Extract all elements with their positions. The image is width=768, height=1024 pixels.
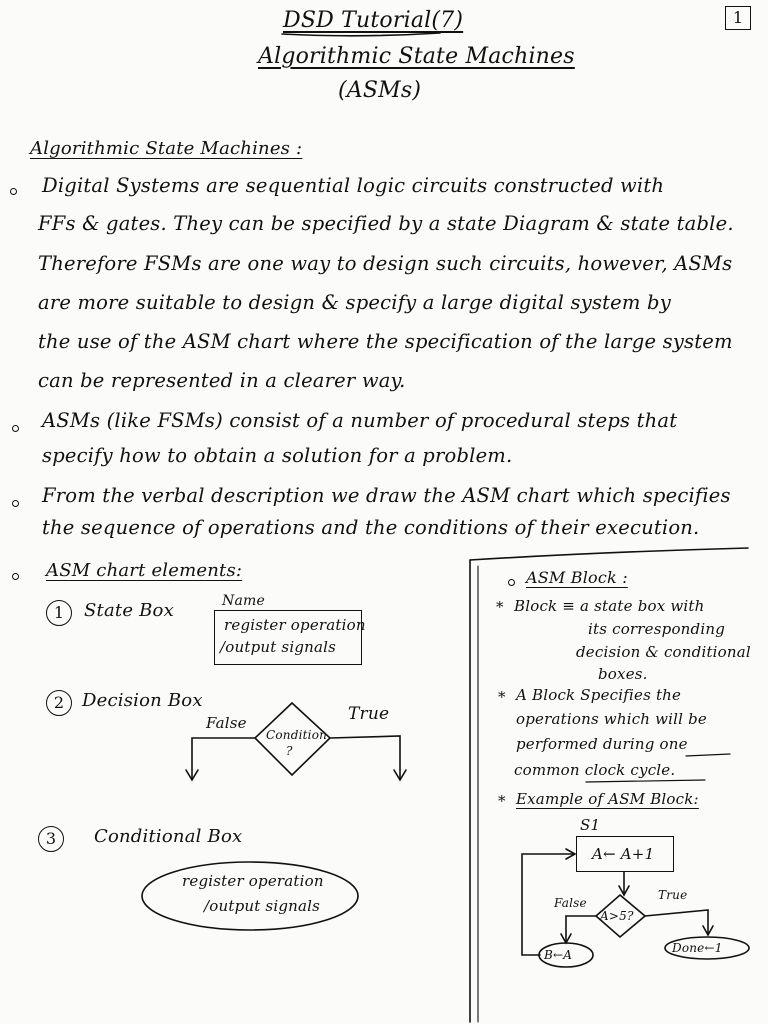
conditional-box-label: Conditional Box (94, 826, 243, 847)
header-underline (282, 33, 440, 36)
example-false-branch (566, 916, 596, 942)
block-definition-line: Block ≡ a state box with (514, 597, 705, 615)
example-diamond (596, 895, 645, 937)
page-number: 1 (725, 6, 751, 30)
state-name-tag: Name (222, 593, 265, 609)
decision-true-label: True (348, 704, 390, 724)
block-definition-line: decision & conditional (576, 643, 751, 661)
page-subtitle: (ASMs) (338, 78, 422, 103)
paragraph-line: specify how to obtain a solution for a problem. (42, 444, 513, 467)
decision-true-branch (330, 736, 400, 778)
asterisk-marker: * (498, 792, 506, 810)
paragraph-line: From the verbal description we draw the ASM chart which specifies (42, 484, 731, 507)
clock-cycle-underline (586, 780, 705, 782)
example-heading: Example of ASM Block: (516, 790, 699, 808)
paragraph-line: FFs & gates. They can be specified by a state Diagram & state table. (38, 212, 734, 235)
panel-top-edge (470, 548, 748, 560)
block-spec-line: performed during one (516, 735, 688, 753)
state-box-label: State Box (84, 600, 174, 621)
decision-condition-mark: ? (286, 744, 293, 758)
item-number: 2 (46, 690, 72, 716)
paragraph-line: can be represented in a clearer way. (38, 369, 406, 392)
page-title: Algorithmic State Machines (258, 44, 575, 69)
asm-block-heading: ASM Block : (526, 568, 628, 587)
example-state-op: A← A+1 (592, 845, 655, 863)
example-true-branch (645, 910, 708, 934)
conditional-box-line: register operation (182, 872, 324, 890)
decision-diamond (255, 703, 330, 775)
decision-condition-text: Condition (266, 728, 328, 742)
example-false-oval (539, 943, 593, 967)
block-definition-line: boxes. (598, 665, 648, 683)
decision-box-label: Decision Box (82, 690, 203, 711)
paragraph-line: ASMs (like FSMs) consist of a number of procedural steps that (42, 409, 678, 432)
block-spec-line: A Block Specifies the (516, 686, 682, 704)
item-number: 1 (46, 600, 72, 626)
example-condition: A>5? (600, 909, 634, 923)
block-definition-line: its corresponding (588, 620, 725, 638)
paragraph-line: the sequence of operations and the conditions of their execution. (42, 516, 700, 539)
paragraph-line: Digital Systems are sequential logic circuits constructed with (42, 174, 665, 197)
example-true-label: True (658, 888, 688, 902)
state-box-line: register operation (224, 616, 366, 634)
paragraph-line: Therefore FSMs are one way to design such circuits, however, ASMs (38, 252, 733, 275)
paragraph-line: the use of the ASM chart where the specification of the large system (38, 330, 733, 353)
example-true-oval (665, 937, 749, 959)
state-box-line: /output signals (220, 638, 337, 656)
example-false-op: B←A (544, 948, 573, 962)
asterisk-marker: * (498, 688, 506, 706)
decision-false-branch (192, 738, 255, 778)
decision-false-label: False (206, 714, 247, 732)
conditional-oval (142, 862, 358, 930)
asterisk-marker: * (496, 598, 504, 616)
one-underline (686, 754, 730, 756)
elements-heading: ASM chart elements: (46, 560, 243, 581)
paragraph-line: are more suitable to design & specify a large digital system by (38, 291, 671, 314)
example-false-label: False (554, 896, 587, 910)
conditional-box-line: /output signals (204, 897, 321, 915)
section-heading: Algorithmic State Machines : (30, 138, 303, 159)
block-spec-line: operations which will be (516, 710, 708, 728)
example-state-name: S1 (580, 816, 601, 834)
example-true-op: Done←1 (672, 941, 723, 955)
block-spec-line: common clock cycle. (514, 761, 676, 779)
item-number: 3 (38, 826, 64, 852)
tutorial-title: DSD Tutorial(7) (283, 8, 464, 33)
